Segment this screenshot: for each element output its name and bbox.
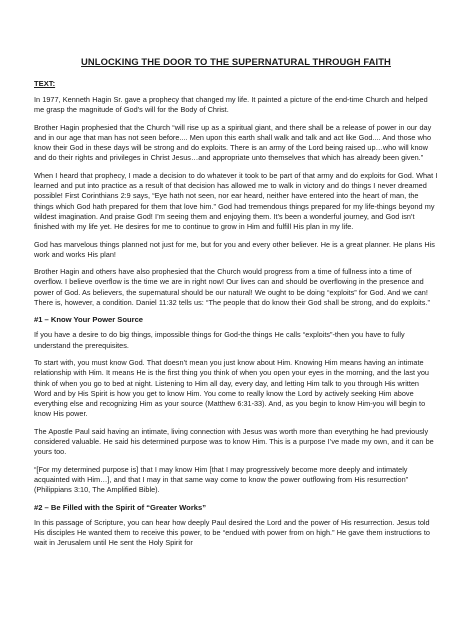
paragraph: God has marvelous things planned not just for me, but for you and every other believer. He is a great planner. He plans His work and works His plan! — [34, 239, 435, 259]
paragraph: In 1977, Kenneth Hagin Sr. gave a prophecy that changed my life. It painted a picture of the end-time Church and helped me grasp the magnitude of God’s will for the Body of Christ. — [34, 95, 428, 115]
document-body — [34, 95, 438, 548]
section-heading: #2 – Be Filled with the Spirit of “Greater Works” — [34, 502, 207, 512]
section-heading: #1 – Know Your Power Source — [34, 315, 144, 325]
paragraph: Brother Hagin prophesied that the Church “will rise up as a spiritual giant, and there shall be a release of power in our day and in our age that man has not seen before.... Men upon this earth shall walk and talk and act like God.... And those who know their God in these days will be strong and do exploits. There is an army of the Lord being raised up…who will know and do their rights and privileges in Christ Jesus…and appropriate unto themselves that which has already been given.” — [34, 122, 432, 163]
text-label: TEXT: — [34, 79, 56, 88]
paragraph: If you have a desire to do big things, impossible things for God-the things He calls “exploits”-then you have to fully understand the prerequisites. — [34, 330, 405, 350]
paragraph: In this passage of Scripture, you can hear how deeply Paul desired the Lord and the power of His resurrection. Jesus told His disciples He wanted them to receive this power, to be “endued with power from on high.” He gave them instructions to wait in Jerusalem until He sent the Holy Spirit for — [34, 517, 430, 548]
paragraph: To start with, you must know God. That doesn’t mean you just know about Him. Knowing Him means having an intimate relationship with Him. It means He is the first thing you think of when you open your eyes in the morning, and the last you think of when you go to bed at night. Listening to Him all day, every day, and letting Him talk to you through His written Word and by His Spirit is how you get to know Him. You come to really know the Lord by actively seeking Him above everything else and recognizing Him as your source (Matthew 6:31-33). And, as you begin to know Him-you will begin to know His power. — [34, 357, 429, 419]
document-title: UNLOCKING THE DOOR TO THE SUPERNATURAL THROUGH FAITH — [81, 56, 391, 67]
paragraph: The Apostle Paul said having an intimate, living connection with Jesus was worth more than everything he had previously considered valuable. He said his determined purpose was to know Him. This is a purpose I’ve made my own, and it can be yours too. — [34, 426, 434, 457]
paragraph: When I heard that prophecy, I made a decision to do whatever it took to be part of that army and do exploits for God. What I learned and put into practice as a result of that decision has allowed me to walk in victory and do things I never dreamed possible! First Corinthians 2:9 says, “Eye hath not seen, nor ear heard, neither have entered into the heart of man, the things which God hath prepared for them that love him.” God had tremendous things prepared for my life-things beyond my wildest imagination. And praise God! I’m seeing them and enjoying them. It’s been a wonderful journey, and God isn’t finished with my life yet. He desires for me to continue to grow in Him and fulfill His plan in my life. — [34, 170, 438, 232]
paragraph: Brother Hagin and others have also prophesied that the Church would progress from a time of fullness into a time of overflow. I believe overflow is the time we are in right now! Our lives can and should be overflowing in the presence and power of God. As believers, the supernatural should be our natural! We ought to be doing “exploits” for God. And we can! There is, however, a condition. Daniel 11:32 tells us: “The people that do know their God shall be strong, and do exploits.” — [34, 267, 430, 308]
paragraph: “[For my determined purpose is] that I may know Him [that I may progressively become more deeply and intimately acquainted with Him…], and that I may in that same way come to know the power outflowing from His resurrection” (Philippians 3:10, The Amplified Bible). — [34, 464, 409, 495]
